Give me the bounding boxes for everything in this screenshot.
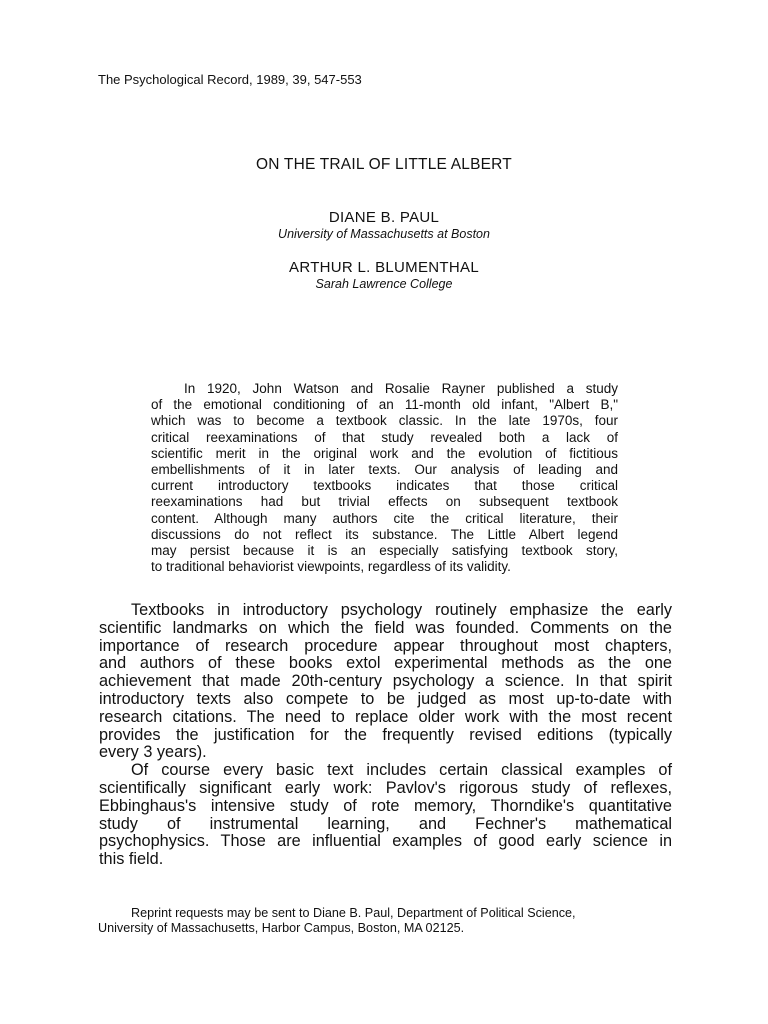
- abstract-line: discussions do not reflect its substance. The Little Albert legend: [151, 526, 618, 542]
- abstract-line: critical reexaminations of that study revealed both a lack of: [151, 429, 618, 445]
- abstract-line: to traditional behaviorist viewpoints, regardless of its validity.: [151, 559, 511, 575]
- abstract-line: scientific merit in the original work and the evolution of fictitious: [151, 445, 618, 461]
- body-line: Ebbinghaus's intensive study of rote memory, Thorndike's quantitative: [99, 796, 672, 815]
- author-affiliation: University of Massachusetts at Boston: [278, 227, 490, 241]
- body-paragraph: [99, 602, 672, 762]
- article-title: ON THE TRAIL OF LITTLE ALBERT: [256, 156, 512, 173]
- journal-citation: The Psychological Record, 1989, 39, 547-553: [98, 72, 362, 87]
- body-line: scientifically significant early work: Pavlov's rigorous study of reflexes,: [99, 778, 672, 797]
- body-line: this field.: [99, 850, 164, 869]
- abstract-line: embellishments of it in later texts. Our analysis of leading and: [151, 462, 618, 478]
- body-line: Textbooks in introductory psychology routinely emphasize the early: [131, 601, 672, 619]
- author-name: DIANE B. PAUL: [328, 209, 440, 226]
- abstract: [151, 381, 618, 575]
- footnote-line: Reprint requests may be sent to Diane B. Paul, Department of Political Science,: [131, 906, 576, 920]
- abstract-line: content. Although many authors cite the critical literature, their: [151, 510, 618, 526]
- body-line: psychophysics. Those are influential examples of good early science in: [99, 832, 672, 851]
- body-line: research citations. The need to replace older work with the most recent: [99, 707, 672, 726]
- body-line: achievement that made 20th-century psychology a science. In that spirit: [99, 672, 672, 691]
- footnote-line: University of Massachusetts, Harbor Campus, Boston, MA 02125.: [98, 921, 465, 935]
- abstract-line: which was to become a textbook classic. In the late 1970s, four: [151, 413, 618, 429]
- body-line: importance of research procedure appear throughout most chapters,: [99, 636, 672, 655]
- abstract-line: reexaminations had but trivial effects on subsequent textbook: [151, 494, 618, 510]
- body-line: every 3 years).: [99, 743, 207, 762]
- footnote: [98, 906, 671, 936]
- body-line: study of instrumental learning, and Fechner's mathematical: [99, 814, 672, 833]
- abstract-line: may persist because it is an especially satisfying textbook story,: [151, 543, 618, 559]
- author-name: ARTHUR L. BLUMENTHAL: [289, 259, 479, 276]
- body-line: and authors of these books extol experimental methods as the one: [99, 654, 672, 673]
- author-block-paul: [0, 209, 768, 242]
- body-line: introductory texts also compete to be judged as most up-to-date with: [99, 689, 672, 708]
- abstract-line: of the emotional conditioning of an 11-month old infant, "Albert B,": [151, 397, 618, 413]
- body-line: scientific landmarks on which the field was founded. Comments on the: [99, 618, 672, 637]
- body-line: provides the justification for the frequently revised editions (typically: [99, 725, 672, 744]
- body-paragraph: [99, 762, 672, 869]
- abstract-line: current introductory textbooks indicates that those critical: [151, 478, 618, 494]
- abstract-line: In 1920, John Watson and Rosalie Rayner published a study: [184, 381, 618, 396]
- author-block-blumenthal: [0, 259, 768, 292]
- body-line: Of course every basic text includes certain classical examples of: [131, 761, 672, 780]
- author-affiliation: Sarah Lawrence College: [315, 277, 453, 291]
- body-text: [99, 602, 672, 869]
